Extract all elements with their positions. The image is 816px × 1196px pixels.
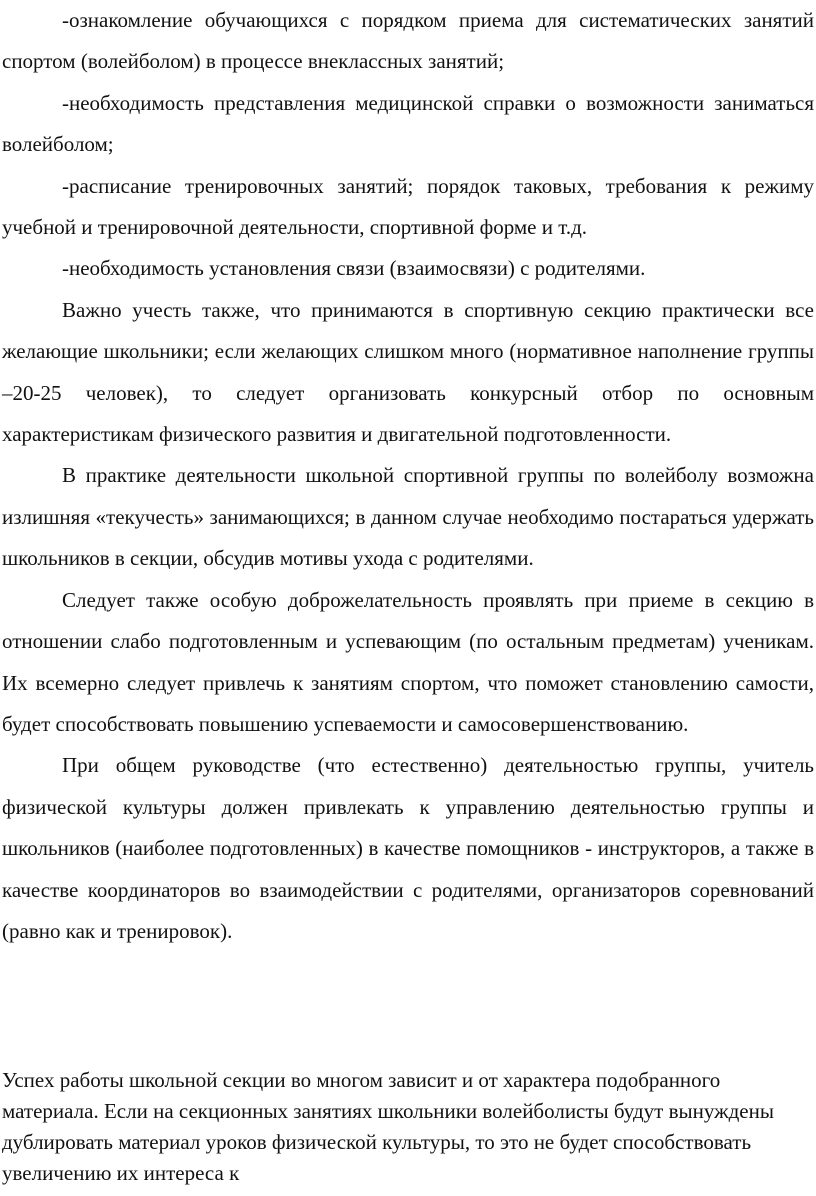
- paragraph-section-selection: Важно учесть также, что принимаются в спортивную секцию практически все желающие школьники; если желающих слишком много (нормативное наполнение группы –20-25 человек), то следует организовать конкурсный отбор по основным характеристикам физического развития и двигательной подготовленности.: [2, 297, 814, 447]
- paragraph-parents-contact: -необходимость установления связи (взаимосвязи) с родителями.: [62, 256, 646, 281]
- paragraph-weak-students: Следует также особую доброжелательность проявлять при приеме в секцию в отношении слабо подготовленным и успевающим (по остальным предметам) ученикам. Их всемерно следует привлечь к занятиям спортом, что поможет становлению самости, будет способствовать повышению успеваемости и самосовершенствованию.: [2, 587, 814, 736]
- paragraph-turnover: В практике деятельности школьной спортивной группы по волейболу возможна излишняя «текучесть» занимающихся; в данном случае необходимо постараться удержать школьников в секции, обсудив мотивы ухода с родителями.: [2, 463, 814, 571]
- paragraph-success-factors: Успех работы школьной секции во многом зависит и от характера подобранного материала. Если на секционных занятиях школьники волейболисты будут вынуждены дублировать материал уроков физической культуры, то это не будет способствовать увеличению их интереса к: [2, 1068, 774, 1185]
- document-body: [2, 0, 814, 952]
- document-tail: [2, 1065, 814, 1189]
- paragraph-teacher-role: При общем руководстве (что естественно) деятельностью группы, учитель физической культуры должен привлекать к управлению деятельностью группы и школьников (наиболее подготовленных) в качестве помощников - инструкторов, а также в качестве координаторов во взаимодействии с родителями, организаторов соревнований (равно как и тренировок).: [2, 753, 814, 943]
- paragraph-medical-certificate: -необходимость представления медицинской справки о возможности заниматься волейболом;: [2, 90, 814, 157]
- paragraph-training-schedule: -расписание тренировочных занятий; порядок таковых, требования к режиму учебной и тренировочной деятельности, спортивной форме и т.д.: [2, 173, 814, 240]
- paragraph-admission-rules: -ознакомление обучающихся с порядком приема для систематических занятий спортом (волейболом) в процессе внеклассных занятий;: [2, 8, 814, 74]
